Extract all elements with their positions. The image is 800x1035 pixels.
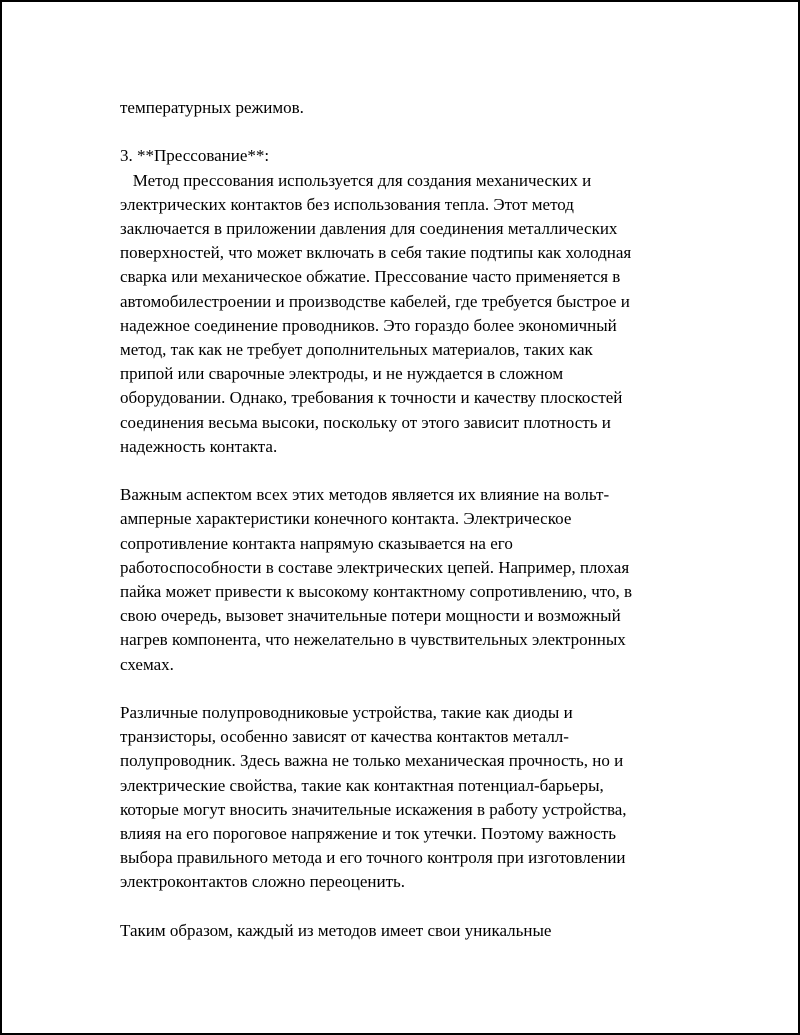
text-line: сварка или механическое обжатие. Прессование часто применяется в bbox=[120, 267, 621, 287]
paragraph bbox=[120, 701, 680, 895]
text-line: сопротивление контакта напрямую сказывается на его bbox=[120, 533, 513, 553]
text-line: Важным аспектом всех этих методов является их влияние на вольт- bbox=[120, 485, 610, 505]
paragraph-gap bbox=[120, 895, 680, 919]
text-line: пайка может привести к высокому контактному сопротивлению, что, в bbox=[120, 582, 632, 602]
paragraph-gap bbox=[120, 459, 680, 483]
paragraph bbox=[120, 483, 680, 677]
text-line: припой или сварочные электроды, и не нуждается в сложном bbox=[120, 364, 564, 384]
text-line: нагрев компонента, что нежелательно в чувствительных электронных bbox=[120, 630, 626, 650]
text-line: Метод прессования используется для создания механических и bbox=[120, 170, 592, 190]
text-line: электроконтактов сложно переоценить. bbox=[120, 872, 406, 892]
text-line: надежность контакта. bbox=[120, 436, 278, 456]
text-line: поверхностей, что может включать в себя такие подтипы как холодная bbox=[120, 243, 632, 263]
text-line: амперные характеристики конечного контакта. Электрическое bbox=[120, 509, 572, 529]
text-line: Различные полупроводниковые устройства, такие как диоды и bbox=[120, 703, 573, 723]
text-line: соединения весьма высоки, поскольку от этого зависит плотность и bbox=[120, 412, 611, 432]
text-line: Таким образом, каждый из методов имеет свои уникальные bbox=[120, 920, 552, 940]
text-line: электрические свойства, такие как контактная потенциал-барьеры, bbox=[120, 775, 604, 795]
text-line: электрических контактов без использования тепла. Этот метод bbox=[120, 194, 574, 214]
text-line: выбора правильного метода и его точного контроля при изготовлении bbox=[120, 848, 626, 868]
text-line: транзисторы, особенно зависят от качества контактов металл- bbox=[120, 727, 569, 747]
paragraph bbox=[120, 96, 680, 120]
text-line: которые могут вносить значительные искажения в работу устройства, bbox=[120, 799, 627, 819]
paragraph bbox=[120, 144, 680, 459]
document-body bbox=[120, 96, 680, 943]
text-line: температурных режимов. bbox=[120, 98, 304, 117]
text-line: влияя на его пороговое напряжение и ток утечки. Поэтому важность bbox=[120, 824, 616, 844]
paragraph-gap bbox=[120, 120, 680, 144]
text-line: работоспособности в составе электрических цепей. Например, плохая bbox=[120, 557, 630, 577]
text-line: надежное соединение проводников. Это гораздо более экономичный bbox=[120, 315, 617, 335]
paragraph bbox=[120, 919, 680, 943]
paragraph-gap bbox=[120, 677, 680, 701]
text-line: 3. **Прессование**: bbox=[120, 146, 270, 166]
text-line: схемах. bbox=[120, 654, 174, 674]
text-line: заключается в приложении давления для соединения металлических bbox=[120, 219, 618, 238]
text-line: автомобилестроении и производстве кабелей, где требуется быстрое и bbox=[120, 291, 630, 311]
text-line: метод, так как не требует дополнительных материалов, таких как bbox=[120, 340, 593, 360]
text-line: свою очередь, вызовет значительные потери мощности и возможный bbox=[120, 606, 621, 626]
text-line: оборудовании. Однако, требования к точности и качеству плоскостей bbox=[120, 388, 623, 408]
text-line: полупроводник. Здесь важна не только механическая прочность, но и bbox=[120, 751, 624, 771]
